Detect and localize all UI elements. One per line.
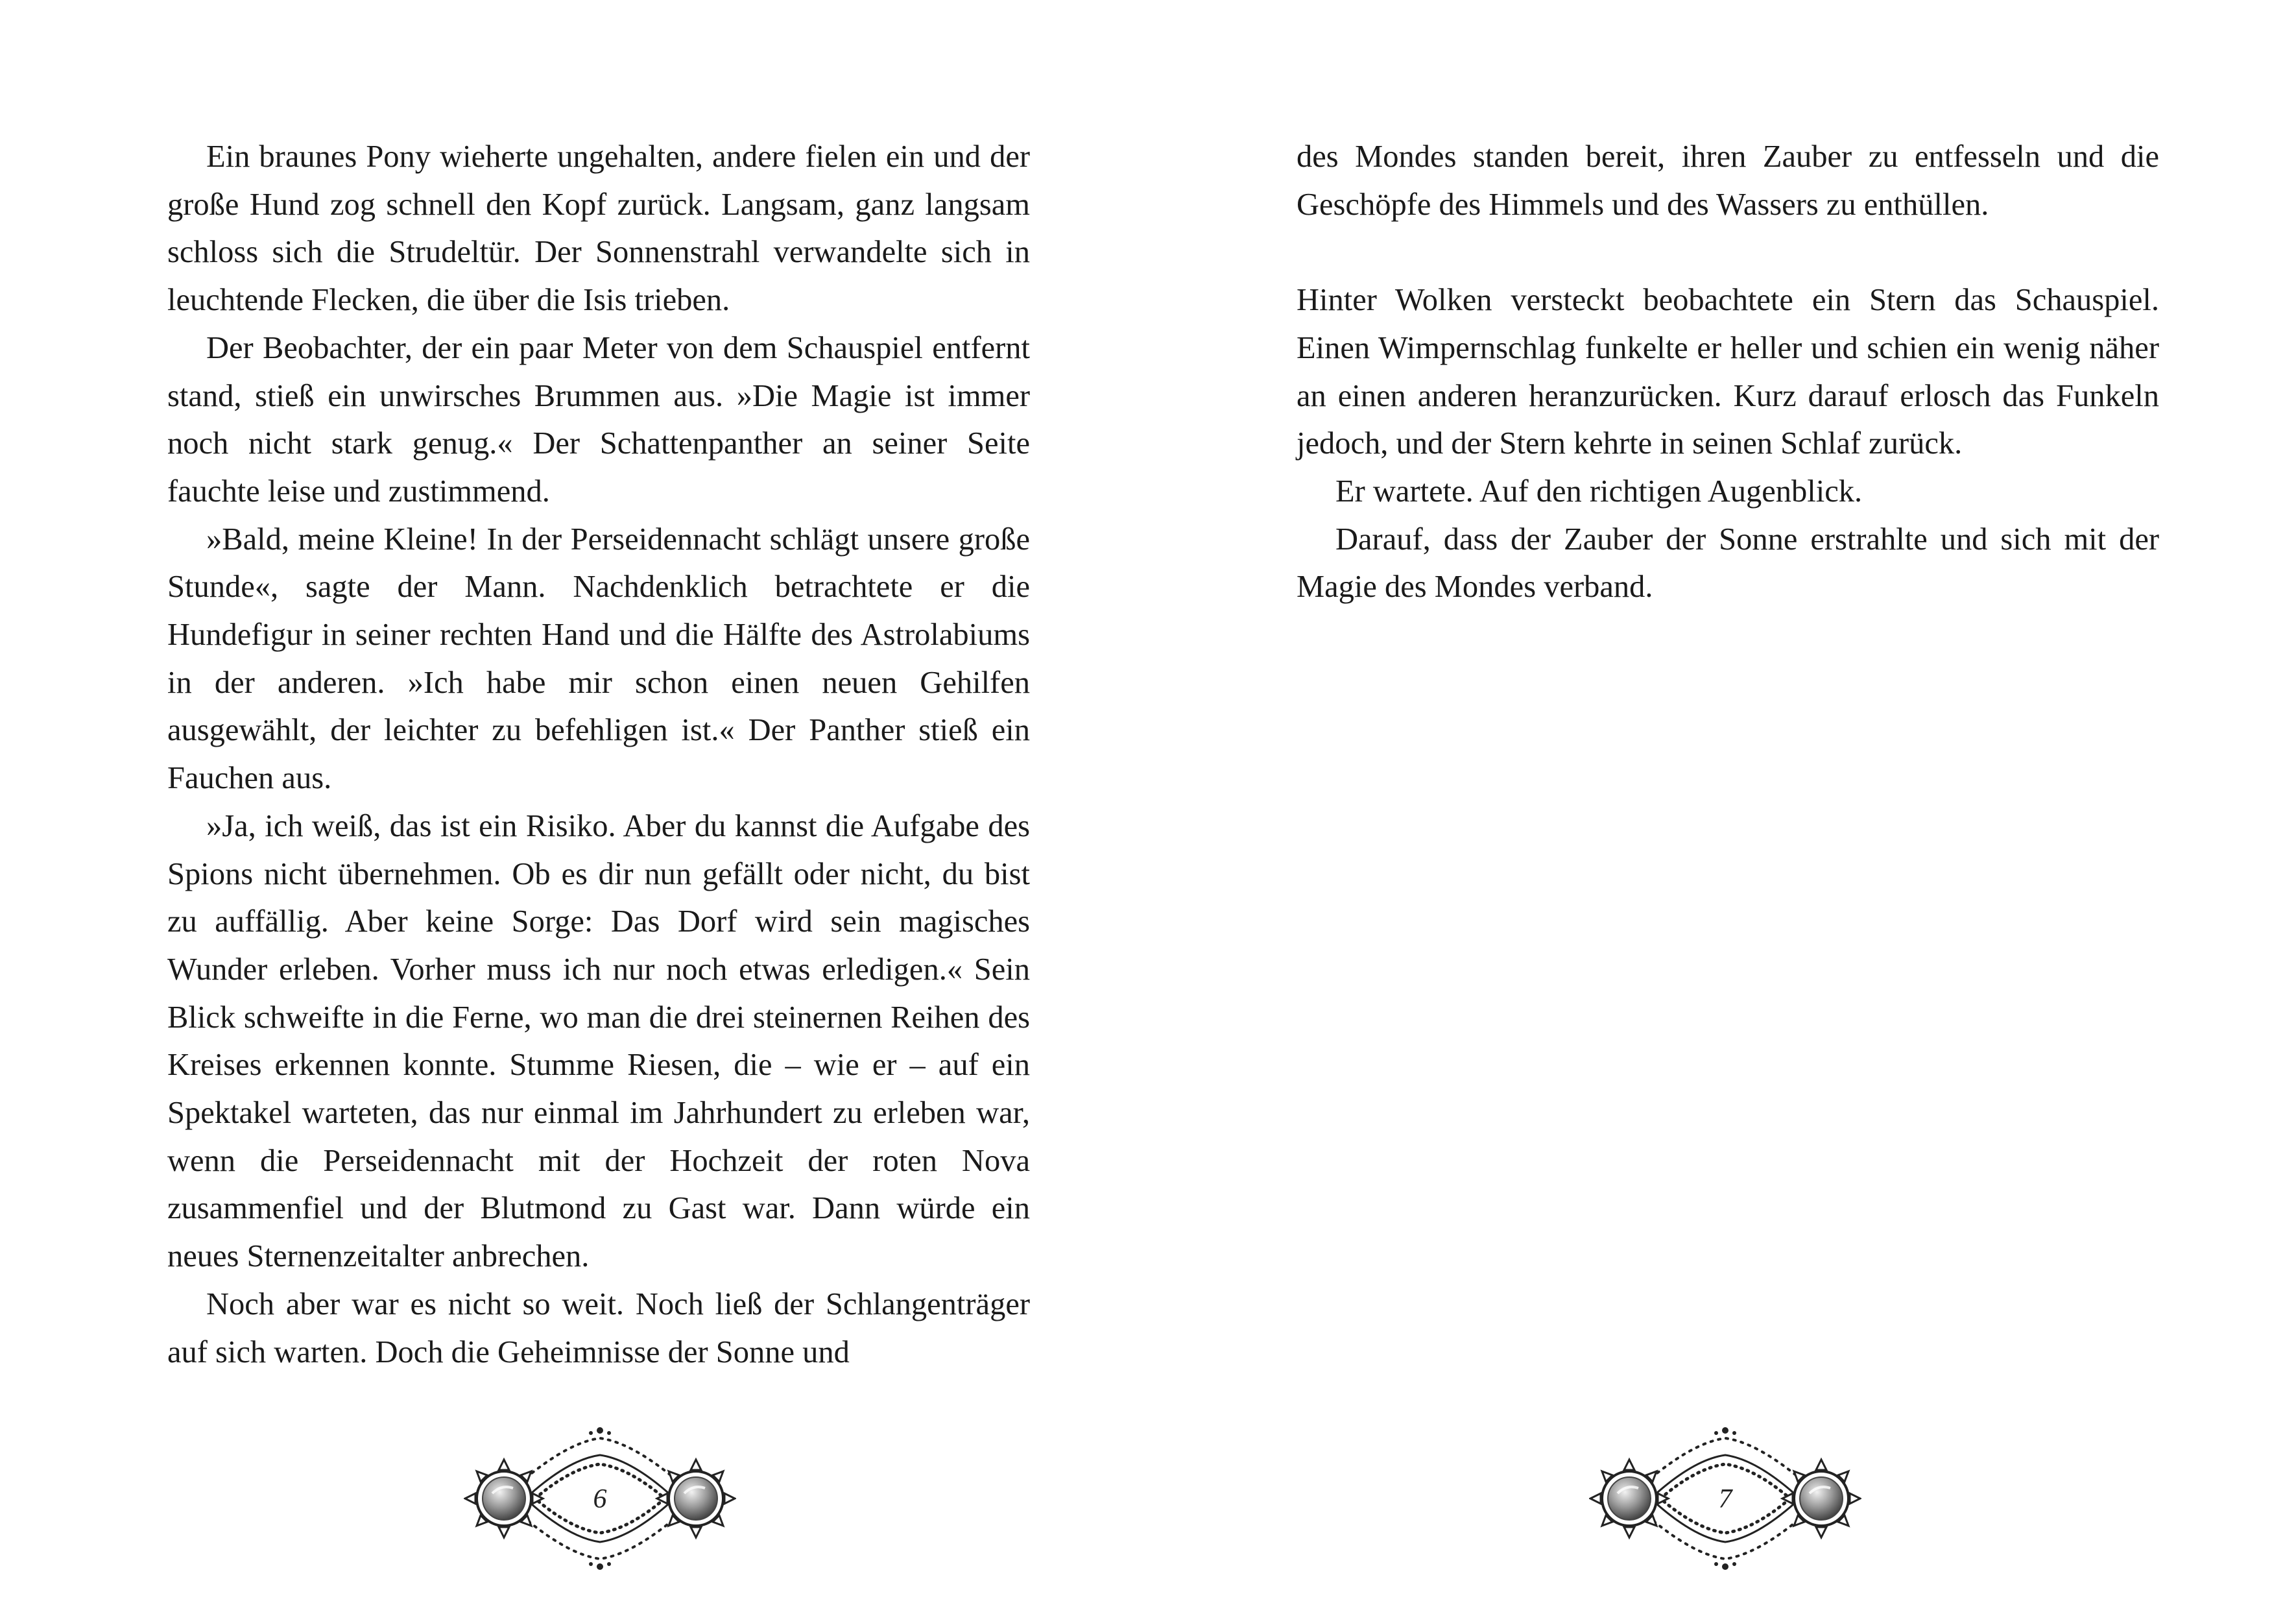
paragraph: Ein braunes Pony wieherte ungehalten, andere fielen ein und der große Hund zog schnell den Kopf zurück. Langsam, ganz langsam schloss sich die Strudeltür. Der Sonnenstrahl verwandelte sich in leuchtende Flecken, die über die Isis trieben. <box>167 139 1030 318</box>
page-number: 7 <box>1718 1484 1732 1514</box>
right-page <box>1148 0 2296 1614</box>
paragraph: »Ja, ich weiß, das ist ein Risiko. Aber du kannst die Aufgabe des Spions nicht übernehmen. Ob es dir nun gefällt oder nicht, du bist zu auffällig. Aber keine Sorge: Das Dorf wird sein magisches Wunder erleben. Vorher muss ich nur noch etwas erledigen.« Sein Blick schweifte in die Ferne, wo man die drei steinernen Reihen des Kreises erkennen konnte. Stumme Riesen, die – wie er – auf ein Spektakel warteten, das nur einmal im Jahrhundert zu erleben war, wenn die Perseidennacht mit der Hochzeit der roten Nova zusammenfiel und der Blutmond zu Gast war. Dann würde ein neues Sternenzeitalter anbrechen. <box>167 808 1030 1274</box>
paragraph: des Mondes standen bereit, ihren Zauber zu entfesseln und die Geschöpfe des Himmels und des Wassers zu enthüllen. <box>1297 139 2159 222</box>
page-number: 6 <box>593 1484 607 1514</box>
page-number-ornament <box>464 1424 736 1573</box>
page-number-ornament <box>1589 1424 1861 1573</box>
paragraph: Er wartete. Auf den richtigen Augenblick. <box>1335 474 1863 509</box>
paragraph: »Bald, meine Kleine! In der Perseidennacht schlägt unsere große Stunde«, sagte der Mann. Nachdenklich betrachtete er die Hundefigur in seiner rechten Hand und die Hälfte des Astrolabiums in der anderen. »Ich habe mir schon einen neuen Gehilfen ausgewählt, der leichter zu befehligen ist.« Der Panther stieß ein Fauchen aus. <box>167 522 1030 796</box>
paragraph: Darauf, dass der Zauber der Sonne erstrahlte und sich mit der Magie des Mondes verband. <box>1297 522 2159 605</box>
paragraph: Noch aber war es nicht so weit. Noch ließ der Schlangenträger auf sich warten. Doch die Geheimnisse der Sonne und <box>167 1286 1030 1369</box>
left-page-text <box>167 133 1030 1376</box>
paragraph: Der Beobachter, der ein paar Meter von dem Schauspiel entfernt stand, stieß ein unwirsches Brummen aus. »Die Magie ist immer noch nicht stark genug.« Der Schattenpanther an seiner Seite fauchte leise und zustimmend. <box>167 330 1030 509</box>
right-page-text <box>1297 133 2159 611</box>
paragraph: Hinter Wolken versteckt beobachtete ein Stern das Schauspiel. Einen Wimpernschlag funkelte er heller und schien ein wenig näher an einen anderen heranzurücken. Kurz darauf erlosch das Funkeln jedoch, und der Stern kehrte in seinen Schlaf zurück. <box>1297 283 2159 461</box>
